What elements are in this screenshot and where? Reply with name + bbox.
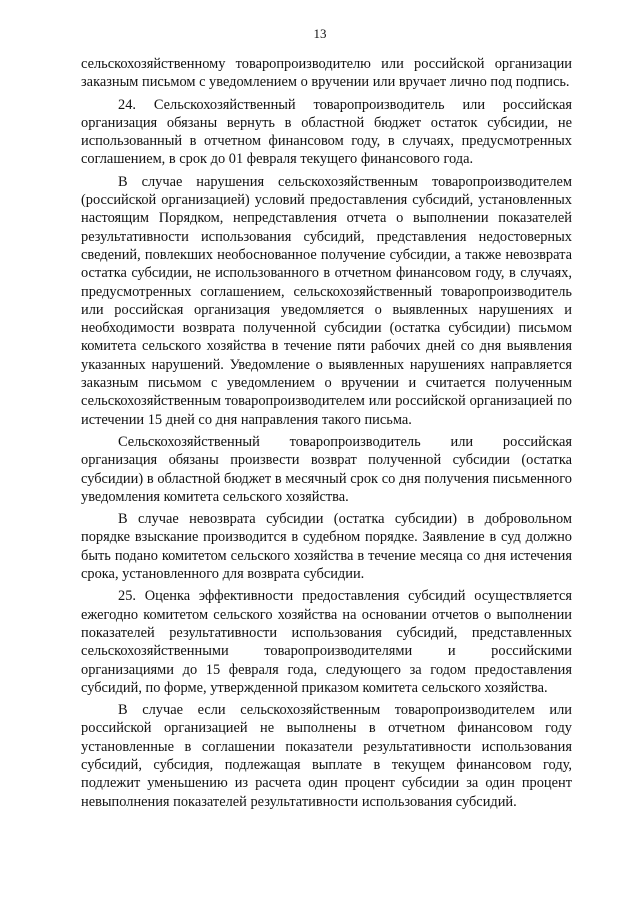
page-number: 13 (313, 26, 327, 41)
paragraph-subsidy-reduction: В случае если сельскохозяйственным товаропроизводителем или российской организацией не выполнены в отчетном финансовом году установленные в соглашении показатели результативности использования субсидий, субсидия, подлежащая выплате в текущем финансовом году, подлежит уменьшению из расчета один процент субсидии за один процент невыполнения показателей результативности использования субсидий. (81, 702, 572, 810)
paragraph-25: 25. Оценка эффективности предоставления субсидий осуществляется ежегодно комитетом сельского хозяйства на основании отчетов о выполнении показателей результативности использования субсидий, представленных сельскохозяйственными товаропроизводителями и российскими организациями до 15 февраля года, следующего за годом предоставления субсидий, по форме, утвержденной приказом комитета сельского хозяйства. (81, 588, 572, 696)
paragraph-refund-obligation: Сельскохозяйственный товаропроизводитель или российская организация обязаны произвести возврат полученной субсидии (остатка субсидии) в областной бюджет в месячный срок со дня получения письменного уведомления комитета сельского хозяйства. (81, 433, 572, 505)
paragraph-continuation: сельскохозяйственному товаропроизводителю или российской организации заказным письмом с уведомлением о вручении или вручает лично под подпись. (81, 56, 572, 91)
paragraph-violation-notice: В случае нарушения сельскохозяйственным товаропроизводителем (российской организацией) условий предоставления субсидий, установленных настоящим Порядком, непредставления отчета о выполнении показателей результативности использования субсидий, представления недостоверных сведений, повлекших необоснованное получение субсидии, а также невозврата остатка субсидии, не использованного в отчетном финансовом году, в случаях, предусмотренных соглашением, сельскохозяйственный товаропроизводитель или российская организация уведомляется о выявленных нарушениях и необходимости возврата полученной субсидии (остатка субсидии) письмом комитета сельского хозяйства в течение пяти рабочих дней со дня выявления указанных нарушений. Уведомление о выявленных нарушениях направляется заказным письмом с уведомлением о вручении и считается полученным сельскохозяйственным товаропроизводителем или российской организацией по истечении 15 дней со дня направления такого письма. (81, 173, 572, 428)
paragraph-24: 24. Сельскохозяйственный товаропроизводитель или российская организация обязаны вернуть в областной бюджет остаток субсидии, не использованный в отчетном финансовом году, в случаях, предусмотренных соглашением, в срок до 01 февраля текущего финансового года. (81, 96, 572, 168)
document-body (81, 55, 572, 815)
paragraph-court-recovery: В случае невозврата субсидии (остатка субсидии) в добровольном порядке взыскание производится в судебном порядке. Заявление в суд должно быть подано комитетом сельского хозяйства в течение месяца со дня истечения срока, установленного для возврата субсидии. (81, 511, 572, 583)
